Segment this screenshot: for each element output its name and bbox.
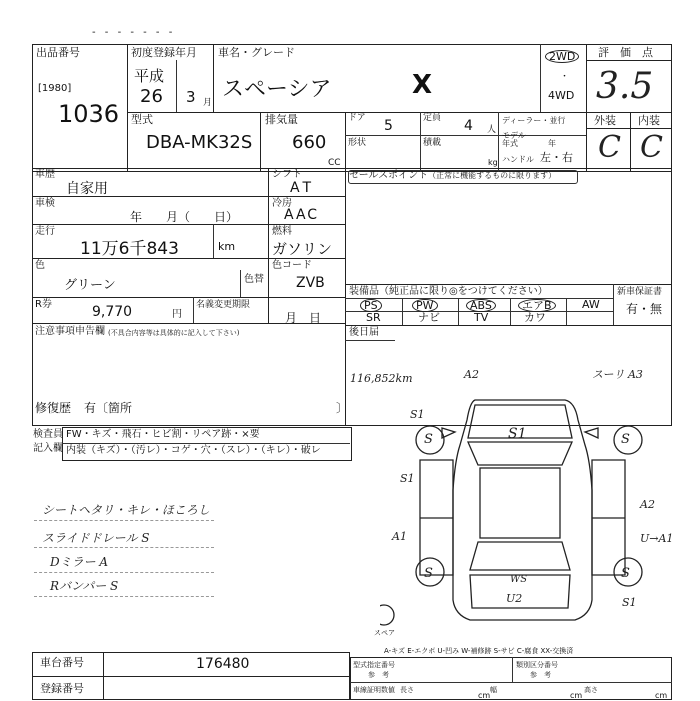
ac: AAC <box>284 207 320 223</box>
notes-sub: (不具合内容等は具体的に記入して下さい) <box>108 329 240 337</box>
lot-prefix: [1980] <box>38 83 72 94</box>
score-label: 評 価 点 <box>598 46 653 59</box>
era: 平成 <box>134 67 165 85</box>
top-dashes: - - - - - - - <box>92 27 176 38</box>
odometer-note: 116,852km <box>350 372 413 385</box>
drive-4wd: 4WD <box>548 89 575 102</box>
equip-sr: SR <box>366 311 381 324</box>
handle-label: ハンドル <box>502 155 534 164</box>
inspector-label-1: 検査員 <box>33 429 63 440</box>
ref-1: 参 考 <box>368 671 389 679</box>
diag-label-s1-b: S1 <box>508 426 527 442</box>
shift-label: シフト <box>272 169 302 180</box>
diag-label-u2: U2 <box>506 592 523 605</box>
header-frame <box>32 44 672 172</box>
score: 3.5 <box>596 66 654 107</box>
chassis: 176480 <box>196 656 250 672</box>
diag-label-s-rr: S <box>621 566 630 581</box>
new-warranty-label: 新車保証書 <box>617 287 663 297</box>
note-4: Rバンパー S <box>50 579 119 593</box>
capacity-label: 定員 <box>423 113 442 123</box>
sales-label: セールスポイント（正常に機能するものに限ります） <box>349 170 557 181</box>
displacement: 660 <box>292 132 327 153</box>
note-1: シートヘタリ・キレ・ほころし <box>42 503 210 517</box>
kg-unit: kg <box>488 158 498 167</box>
diag-label-a1: A1 <box>392 530 407 543</box>
after-label: 後日届 <box>349 327 379 338</box>
doors: 5 <box>384 118 393 134</box>
drive-dot: ・ <box>560 72 570 82</box>
diag-label-s-fr: S <box>621 432 630 447</box>
diag-label-ws: WS <box>510 574 528 585</box>
load-label: 積載 <box>423 138 442 148</box>
inspector-row-2: 内装（キズ）・（汚レ）・コゲ・穴・（スレ）・（キレ）・破レ <box>66 445 321 456</box>
shift: AT <box>290 180 316 196</box>
note-3: Dミラー A <box>50 555 109 569</box>
diag-label-s1-c: S1 <box>400 472 415 485</box>
exterior-label: 外装 <box>594 114 616 127</box>
grade: X <box>412 70 433 100</box>
mileage: 11万6千843 <box>80 239 179 259</box>
cm-3: cm <box>655 691 668 700</box>
history: 自家用 <box>66 181 108 197</box>
capacity: 4 <box>464 118 473 134</box>
interior-label: 内装 <box>638 114 660 127</box>
repair-close: 〕 <box>336 401 349 415</box>
shape-label: 形状 <box>348 138 367 148</box>
diag-label-s-fl: S <box>424 432 433 447</box>
cc-unit: CC <box>328 158 341 168</box>
car-name: スペーシア <box>222 77 332 102</box>
model: DBA-MK32S <box>146 132 253 153</box>
mileage-label: 走行 <box>35 226 55 237</box>
note-2: スライドドレール S <box>42 531 150 545</box>
inspection: 年 月（ 日） <box>130 210 239 224</box>
ac-label: 冷房 <box>272 198 292 209</box>
spare-label: スペア <box>374 629 395 637</box>
equip-pw: PW <box>412 299 438 312</box>
handle: 左・右 <box>540 151 573 164</box>
month-unit: 月 <box>203 98 213 108</box>
repair-label: 修復歴 <box>35 401 72 415</box>
km-unit: km <box>218 240 236 253</box>
equip-ps: PS <box>360 299 382 312</box>
diag-label-ua1: U→A1 <box>640 532 674 545</box>
model-year-label: モデル年式 <box>502 131 526 148</box>
lot-number: 1036 <box>58 100 120 128</box>
diag-label-a2: A2 <box>464 368 479 381</box>
color-change-label: 色替 <box>244 274 264 285</box>
inspector-row-1: FW・キズ・飛石・ヒビ割・リペア跡・×要 <box>66 429 260 440</box>
color-code: ZVB <box>296 275 325 291</box>
model-label: 型式 <box>131 113 153 126</box>
equip-tv: TV <box>474 311 489 324</box>
equip-navi: ナビ <box>418 311 440 324</box>
footer-right-frame <box>350 657 672 700</box>
year-unit: 年 <box>548 139 556 148</box>
fuel: ガソリン <box>272 240 333 258</box>
model-cert-label: 型式指定番号 <box>353 661 395 669</box>
color-label: 色 <box>35 260 45 271</box>
color-code-label: 色コード <box>272 260 312 271</box>
diag-label-s-rl: S <box>424 566 433 581</box>
interior-grade: C <box>640 130 663 165</box>
damage-legend: A-キズ E-エクボ U-凹み W-補修跡 S-サビ C-腐食 XX-交換済 <box>384 647 574 655</box>
name-label: 車名・グレード <box>218 46 295 59</box>
dealer-label: ディーラー・並行 <box>502 116 566 125</box>
name-change-value: 月 日 <box>285 311 322 325</box>
color: グリーン <box>64 278 116 293</box>
inspection-label: 車検 <box>35 198 55 209</box>
inspector-label-2: 記入欄 <box>33 443 63 454</box>
handwritten-notes <box>34 495 214 605</box>
displacement-label: 排気量 <box>265 113 298 126</box>
height-label: 高さ <box>584 686 598 694</box>
reg-month: 3 <box>186 88 196 106</box>
exterior-grade: C <box>598 130 621 165</box>
history-label: 車歴 <box>35 169 55 180</box>
diag-label-a2-b: A2 <box>640 498 655 511</box>
equip-aw: AW <box>582 298 600 311</box>
ref-2: 参 考 <box>530 671 551 679</box>
diag-label-s1-d: S1 <box>622 596 637 609</box>
lot-label: 出品番号 <box>36 46 80 59</box>
equip-airbag: エアB <box>518 299 556 312</box>
class-label: 類別区分番号 <box>516 661 558 669</box>
first-reg-label: 初度登録年月 <box>131 46 197 59</box>
notes-label: 注意事項申告欄 <box>35 326 105 337</box>
rprice-label: R券 <box>35 299 52 310</box>
yen-unit: 円 <box>172 309 182 320</box>
warranty-value: 有・無 <box>626 302 663 316</box>
reg-label: 登録番号 <box>40 682 84 695</box>
door-label: ドア <box>348 113 366 123</box>
len-label: 長さ <box>400 686 414 694</box>
chassis-label: 車台番号 <box>40 656 84 669</box>
equipment-label: 装備品（純正品に限り◎をつけてください） <box>349 286 548 297</box>
name-change-label: 名義変更期限 <box>196 300 251 310</box>
equip-leather: カワ <box>524 311 546 324</box>
repair-value: 有〔箇所 <box>84 401 133 415</box>
width-label: 幅 <box>490 686 497 694</box>
cm-1: cm <box>478 691 491 700</box>
fuel-label: 燃料 <box>272 226 292 237</box>
cm-2: cm <box>570 691 583 700</box>
reg-year: 26 <box>140 86 163 107</box>
rprice: 9,770 <box>92 304 133 320</box>
diag-label-a3: スーリ A3 <box>592 368 643 381</box>
drive-2wd: 2WD <box>545 50 579 63</box>
person-unit: 人 <box>487 125 497 135</box>
diag-label-s1-a: S1 <box>410 408 425 421</box>
equip-abs: ABS <box>466 299 496 312</box>
sales-box <box>348 170 578 184</box>
size-label: 車線証明数値 <box>353 686 395 694</box>
